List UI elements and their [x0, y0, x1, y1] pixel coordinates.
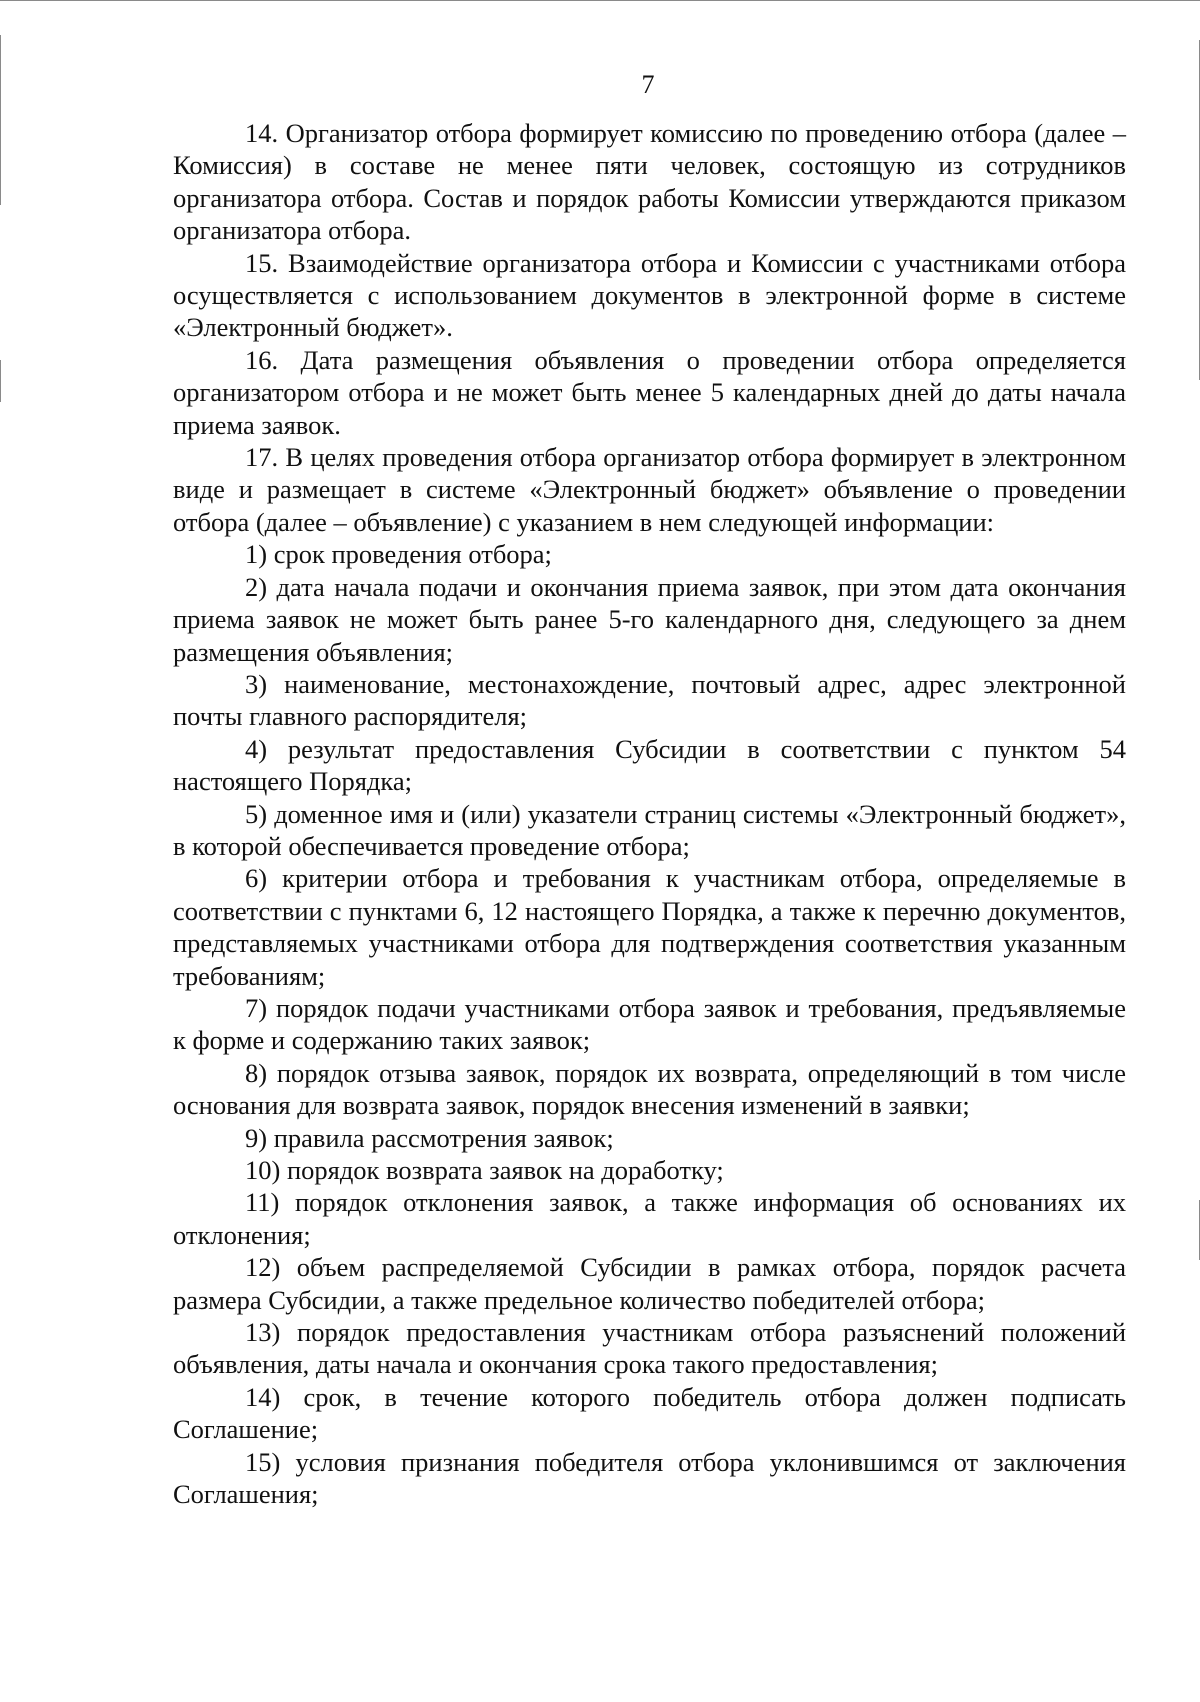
scan-edge-left-1: [0, 35, 1, 205]
scan-edge-left-2: [0, 360, 1, 402]
list-item-1: 1) срок проведения отбора;: [245, 539, 552, 570]
list-item-3: 3) наименование, местонахождение, почтовый адрес, адрес электронной почты главного распорядителя;: [173, 668, 1126, 732]
list-item-2: 2) дата начала подачи и окончания приема заявок, при этом дата окончания приема заявок не может быть ранее 5-го календарного дня, следующего за днем размещения объявления;: [173, 571, 1126, 667]
paragraph-17: 17. В целях проведения отбора организатор отбора формирует в электронном виде и размещает в системе «Электронный бюджет» объявление о проведении отбора (далее – объявление) с указанием в нем следующей информации:: [173, 442, 1126, 537]
document-body: [173, 117, 1126, 1510]
paragraph-16: 16. Дата размещения объявления о проведении отбора определяется организатором отбора и не может быть менее 5 календарных дней до даты начала приема заявок.: [173, 344, 1126, 440]
paragraph-15: 15. Взаимодействие организатора отбора и Комиссии с участниками отбора осуществляется с использованием документов в электронной форме в системе «Электронный бюджет».: [173, 247, 1126, 343]
list-item-10: 10) порядок возврата заявок на доработку;: [245, 1155, 724, 1185]
list-item-4: 4) результат предоставления Субсидии в соответствии с пунктом 54 настоящего Порядка;: [173, 733, 1126, 797]
list-item-12: 12) объем распределяемой Субсидии в рамках отбора, порядок расчета размера Субсидии, а также предельное количество победителей отбора;: [173, 1252, 1126, 1315]
scan-edge-top: [0, 0, 1200, 1]
page-number: 7: [641, 70, 655, 99]
paragraph-14: 14. Организатор отбора формирует комиссию по проведению отбора (далее – Комиссия) в составе не менее пяти человек, состоящую из сотрудников организатора отбора. Состав и порядок работы Комиссии утверждаются приказом организатора отбора.: [173, 118, 1126, 246]
list-item-7: 7) порядок подачи участниками отбора заявок и требования, предъявляемые к форме и содержанию таких заявок;: [173, 992, 1126, 1056]
list-item-9: 9) правила рассмотрения заявок;: [245, 1122, 614, 1153]
list-item-8: 8) порядок отзыва заявок, порядок их возврата, определяющий в том числе основания для возврата заявок, порядок внесения изменений в заявки;: [173, 1057, 1126, 1121]
list-item-13: 13) порядок предоставления участникам отбора разъяснений положений объявления, даты начала и окончания срока такого предоставления;: [173, 1317, 1126, 1380]
list-item-15: 15) условия признания победителя отбора уклонившимся от заключения Соглашения;: [173, 1446, 1126, 1510]
list-item-5: 5) доменное имя и (или) указатели страниц системы «Электронный бюджет», в которой обеспечивается проведение отбора;: [173, 798, 1126, 861]
list-item-14: 14) срок, в течение которого победитель отбора должен подписать Соглашение;: [173, 1381, 1126, 1445]
list-item-6: 6) критерии отбора и требования к участникам отбора, определяемые в соответствии с пунктами 6, 12 настоящего Порядка, а также к перечню документов, представляемых участниками отбора для подтверждения соответствия указанным требованиям;: [173, 863, 1126, 991]
list-item-11: 11) порядок отклонения заявок, а также информация об основаниях их отклонения;: [173, 1187, 1126, 1250]
